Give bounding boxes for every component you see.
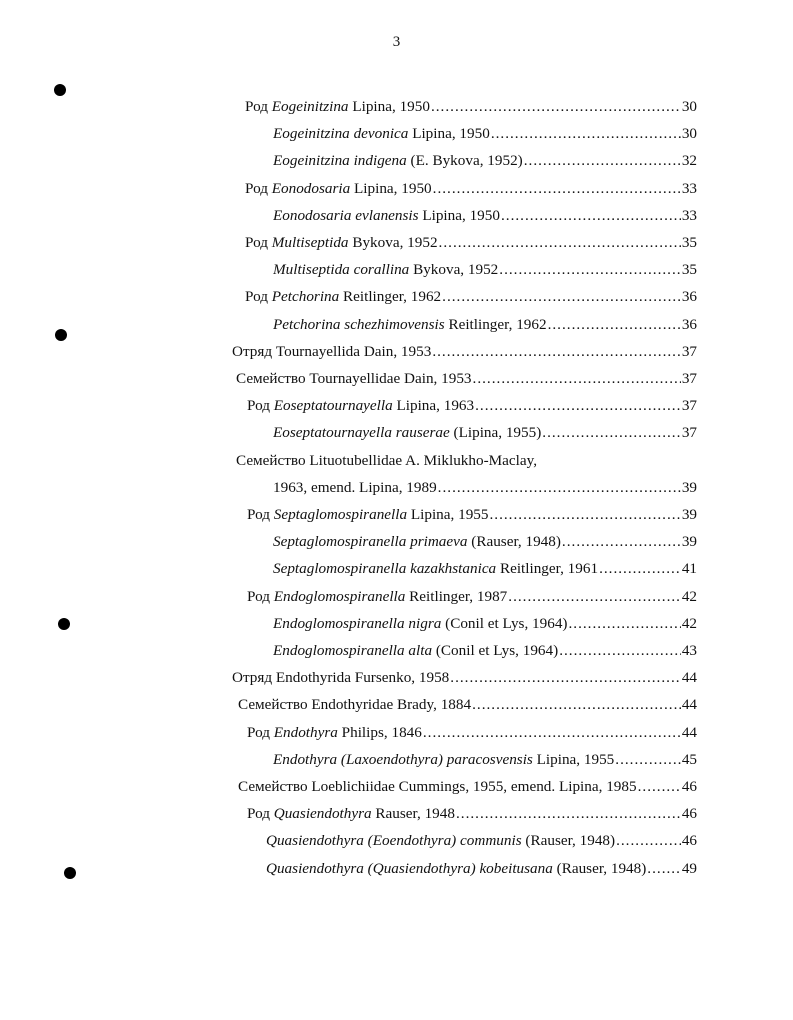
toc-entry-author: Rauser, 1948 bbox=[371, 805, 455, 823]
toc-entry-prefix: Семейство Loeblichiidae Cummings, 1955, emend. Lipina, 1985 bbox=[238, 778, 637, 795]
toc-entry-title bbox=[232, 667, 450, 689]
punch-hole-icon bbox=[64, 867, 76, 879]
toc-entry-title bbox=[245, 232, 439, 254]
toc-entry-author: Lipina, 1963 bbox=[392, 397, 475, 415]
toc-entry-prefix: Отряд Tournayellida Dain, 1953 bbox=[232, 342, 432, 360]
toc-entry-title bbox=[247, 722, 423, 744]
toc-entry-page: 39 bbox=[681, 478, 697, 496]
toc-entry-prefix: 1963, emend. Lipina, 1989 bbox=[273, 478, 437, 496]
dot-leader bbox=[524, 150, 681, 172]
toc-entry-author: (Conil et Lys, 1964) bbox=[441, 614, 568, 632]
dot-leader bbox=[508, 586, 681, 608]
dot-leader bbox=[548, 314, 681, 336]
toc-entry-taxon: Septaglomospiranella primaeva bbox=[273, 533, 468, 551]
toc-entry-prefix: Род bbox=[245, 288, 272, 306]
toc-entry bbox=[273, 150, 697, 172]
toc-entry-title bbox=[238, 694, 472, 716]
toc-entry-title bbox=[247, 395, 475, 417]
punch-hole-icon bbox=[54, 84, 66, 96]
toc-entry-page: 39 bbox=[681, 506, 697, 523]
toc-entry bbox=[273, 640, 697, 662]
dot-leader bbox=[501, 205, 681, 227]
toc-entry-taxon: Eogeinitzina devonica bbox=[273, 125, 409, 143]
toc-entry-taxon: Eogeinitzina indigena bbox=[273, 152, 407, 170]
toc-entry-title bbox=[245, 96, 431, 118]
toc-entry-author: Reitlinger, 1987 bbox=[405, 587, 508, 605]
dot-leader bbox=[638, 776, 681, 798]
toc-entry-prefix: Род bbox=[245, 98, 272, 115]
toc-entry bbox=[273, 205, 697, 227]
toc-entry-title bbox=[236, 452, 537, 469]
toc-entry-title bbox=[273, 314, 548, 336]
toc-entry-author: Lipina, 1955 bbox=[407, 506, 489, 523]
toc-entry bbox=[273, 123, 697, 145]
toc-entry-page: 35 bbox=[681, 234, 697, 251]
toc-entry-author: (Lipina, 1955) bbox=[449, 424, 542, 442]
toc-entry-page: 32 bbox=[681, 152, 697, 170]
toc-entry-prefix: Род bbox=[247, 397, 274, 415]
page-number: 3 bbox=[392, 34, 401, 50]
dot-leader bbox=[439, 232, 681, 254]
toc-entry-title bbox=[273, 123, 491, 145]
toc-entry bbox=[247, 395, 697, 417]
punch-hole-icon bbox=[58, 618, 70, 630]
dot-leader bbox=[542, 422, 681, 444]
toc-entry-title bbox=[273, 150, 524, 172]
toc-entry-prefix: Семейство Tournayellidae Dain, 1953 bbox=[236, 370, 472, 387]
toc-entry-taxon: Eonodosaria bbox=[271, 179, 351, 197]
punch-hole-icon bbox=[55, 329, 67, 341]
toc-entry-prefix: Род bbox=[247, 506, 274, 523]
toc-entry bbox=[245, 96, 697, 118]
dot-leader bbox=[456, 803, 681, 825]
dot-leader bbox=[432, 341, 681, 363]
dot-leader bbox=[473, 368, 681, 390]
toc-entry-page: 39 bbox=[681, 533, 697, 551]
toc-entry-title bbox=[245, 286, 442, 308]
toc-entry-author: (Rauser, 1948) bbox=[552, 859, 647, 877]
toc-entry-prefix: Род bbox=[245, 234, 272, 251]
toc-entry bbox=[266, 830, 697, 852]
dot-leader bbox=[615, 749, 681, 771]
dot-leader bbox=[423, 722, 681, 744]
toc-entry-title bbox=[273, 531, 562, 553]
dot-leader bbox=[442, 286, 681, 308]
toc-entry-taxon: Multiseptida bbox=[271, 234, 349, 251]
toc-entry-author: Lipina, 1955 bbox=[532, 750, 615, 768]
toc-entry-page: 43 bbox=[681, 642, 697, 659]
toc-entry-taxon: Endothyra (Laxoendothyra) paracosvensis bbox=[273, 750, 533, 768]
toc-entry-page: 37 bbox=[681, 424, 697, 442]
toc-entry-taxon: Eoseptatournayella bbox=[273, 397, 393, 415]
toc-entry-page: 45 bbox=[681, 750, 697, 768]
toc-entry-title bbox=[266, 858, 647, 880]
toc-entry-author: (Rauser, 1948) bbox=[521, 832, 616, 850]
toc-entry-author: (E. Bykova, 1952) bbox=[406, 152, 523, 170]
toc-entry-page: 37 bbox=[681, 397, 697, 415]
toc-entry-title bbox=[238, 776, 638, 798]
toc-entry-author: Lipina, 1950 bbox=[350, 179, 432, 197]
toc-entry bbox=[273, 314, 697, 336]
toc-entry-title bbox=[273, 259, 499, 281]
dot-leader bbox=[562, 531, 681, 553]
toc-entry-taxon: Eonodosaria evlanensis bbox=[273, 206, 419, 224]
toc-entry-title bbox=[273, 558, 599, 580]
toc-entry bbox=[238, 694, 697, 716]
toc-entry bbox=[273, 259, 697, 281]
toc-entry-author: Lipina, 1950 bbox=[418, 206, 500, 224]
toc-entry-taxon: Septaglomospiranella bbox=[273, 506, 408, 523]
toc-entry bbox=[273, 422, 697, 444]
dot-leader bbox=[450, 667, 681, 689]
dot-leader bbox=[433, 178, 681, 200]
toc-entry-title bbox=[266, 830, 616, 852]
toc-entry bbox=[245, 232, 697, 254]
toc-entry-author: Philips, 1846 bbox=[337, 723, 422, 741]
toc-entry-prefix: Род bbox=[247, 723, 274, 741]
dot-leader bbox=[568, 613, 680, 635]
toc-entry bbox=[266, 858, 697, 880]
toc-entry-page: 36 bbox=[681, 288, 697, 306]
toc-entry-prefix: Отряд Endothyrida Fursenko, 1958 bbox=[232, 669, 450, 687]
toc-entry-title bbox=[273, 613, 568, 635]
toc-entry-page: 30 bbox=[681, 125, 697, 143]
dot-leader bbox=[489, 504, 680, 526]
toc-entry bbox=[247, 586, 697, 608]
toc-entry-title bbox=[247, 504, 489, 526]
toc-entry-taxon: Quasiendothyra (Quasiendothyra) kobeitusana bbox=[266, 859, 553, 877]
toc-entry bbox=[247, 722, 697, 744]
toc-entry-taxon: Eoseptatournayella rauserae bbox=[273, 424, 450, 442]
toc-entry-prefix: Семейство Endothyridae Brady, 1884 bbox=[238, 696, 472, 714]
toc-entry-page: 42 bbox=[681, 587, 697, 605]
toc-entry-page: 44 bbox=[681, 723, 697, 741]
dot-leader bbox=[491, 123, 681, 145]
toc-entry-page: 44 bbox=[681, 669, 697, 687]
toc-entry-page: 37 bbox=[681, 370, 697, 387]
toc-entry-page: 44 bbox=[681, 696, 697, 714]
toc-entry-title bbox=[247, 803, 456, 825]
toc-entry-taxon: Septaglomospiranella kazakhstanica bbox=[273, 560, 497, 578]
toc-entry-taxon: Endothyra bbox=[273, 723, 338, 741]
toc-entry bbox=[245, 286, 697, 308]
dot-leader bbox=[472, 694, 681, 716]
toc-entry-taxon: Multiseptida corallina bbox=[273, 261, 410, 279]
dot-leader bbox=[438, 477, 681, 499]
toc-entry-page: 35 bbox=[681, 261, 697, 279]
toc-entry-page: 33 bbox=[681, 206, 697, 224]
toc-entry-taxon: Quasiendothyra (Eoendothyra) communis bbox=[266, 832, 522, 850]
toc-entry-author: Lipina, 1950 bbox=[348, 98, 430, 115]
toc-entry bbox=[236, 368, 697, 390]
toc-entry-title bbox=[236, 368, 473, 390]
toc-entry-author: Bykova, 1952 bbox=[348, 234, 438, 251]
dot-leader bbox=[647, 858, 681, 880]
toc-entry bbox=[236, 450, 537, 472]
toc-entry-page: 46 bbox=[681, 778, 697, 795]
toc-entry-title bbox=[273, 640, 559, 662]
toc-entry-prefix: Семейство Lituotubellidae A. Miklukho-Maclay, bbox=[236, 451, 537, 469]
toc-entry-page: 37 bbox=[681, 342, 697, 360]
toc-entry-author: Lipina, 1950 bbox=[408, 125, 490, 143]
dot-leader bbox=[499, 259, 681, 281]
toc-entry-taxon: Endoglomospiranella alta bbox=[273, 642, 433, 659]
toc-entry-prefix: Род bbox=[247, 805, 274, 823]
toc-entry-title bbox=[273, 422, 542, 444]
toc-entry bbox=[273, 613, 697, 635]
toc-entry-author: Reitlinger, 1961 bbox=[496, 560, 599, 578]
toc-entry bbox=[238, 776, 697, 798]
toc-entry-author: (Conil et Lys, 1964) bbox=[432, 642, 559, 659]
toc-entry bbox=[273, 531, 697, 553]
toc-entry-title bbox=[273, 749, 615, 771]
toc-entry-page: 42 bbox=[681, 614, 697, 632]
dot-leader bbox=[616, 830, 681, 852]
toc-entry-taxon: Quasiendothyra bbox=[273, 805, 372, 823]
dot-leader bbox=[599, 558, 681, 580]
toc-entry-taxon: Petchorina bbox=[271, 288, 340, 306]
toc-entry-page: 41 bbox=[681, 560, 697, 578]
toc-entry-page: 46 bbox=[681, 832, 697, 850]
dot-leader bbox=[431, 96, 681, 118]
toc-entry-title bbox=[273, 205, 501, 227]
toc-entry bbox=[247, 803, 697, 825]
toc-entry-author: Bykova, 1952 bbox=[409, 261, 499, 279]
toc-entry-page: 33 bbox=[681, 179, 697, 197]
toc-entry-title bbox=[273, 477, 438, 499]
toc-entry-prefix: Род bbox=[245, 179, 272, 197]
toc-entry-taxon: Eogeinitzina bbox=[271, 98, 349, 115]
toc-entry-title bbox=[245, 178, 433, 200]
toc-entry bbox=[232, 667, 697, 689]
toc-entry-page: 49 bbox=[681, 859, 697, 877]
toc-entry-taxon: Endoglomospiranella bbox=[273, 587, 406, 605]
toc-entry bbox=[273, 749, 697, 771]
toc-entry bbox=[232, 341, 697, 363]
toc-entry-author: (Rauser, 1948) bbox=[467, 533, 561, 551]
dot-leader bbox=[559, 640, 681, 662]
toc-entry-taxon: Endoglomospiranella nigra bbox=[273, 614, 442, 632]
toc-entry-taxon: Petchorina schezhimovensis bbox=[273, 315, 445, 333]
toc-entry-title bbox=[247, 586, 508, 608]
toc-entry-page: 46 bbox=[681, 805, 697, 823]
toc-entry-author: Reitlinger, 1962 bbox=[339, 288, 442, 306]
toc-entry bbox=[273, 558, 697, 580]
toc-entry-page: 30 bbox=[681, 98, 697, 115]
toc-entry-author: Reitlinger, 1962 bbox=[444, 315, 547, 333]
toc-entry-page: 36 bbox=[681, 315, 697, 333]
toc-entry bbox=[245, 178, 697, 200]
toc-entry bbox=[273, 477, 697, 499]
toc-entry bbox=[247, 504, 697, 526]
toc-entry-prefix: Род bbox=[247, 587, 274, 605]
toc-entry-title bbox=[232, 341, 432, 363]
dot-leader bbox=[475, 395, 681, 417]
